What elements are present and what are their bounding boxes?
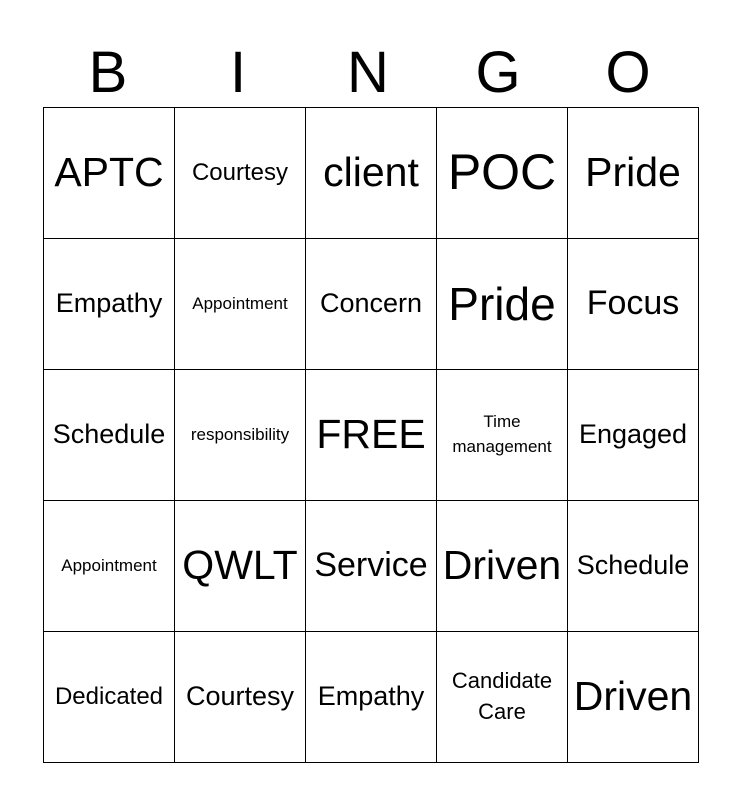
header-letter-b: B [88,40,128,105]
bingo-cell-text: client [323,149,419,196]
bingo-cell-text: Courtesy [191,159,289,187]
bingo-cell[interactable] [437,108,568,239]
bingo-cell-text: Pride [585,149,681,196]
bingo-cell-text: Schedule [576,550,690,581]
bingo-cell[interactable] [175,239,306,370]
bingo-row [44,239,699,370]
bingo-cell-text: Appointment [192,293,288,313]
bingo-cell-text: Pride [448,277,556,330]
bingo-cell[interactable] [568,370,699,501]
bingo-header [43,38,693,108]
bingo-cell-text: FREE [316,411,426,458]
bingo-cell-text: Empathy [55,288,163,319]
bingo-cell[interactable] [306,108,437,239]
bingo-cell[interactable] [44,108,175,239]
bingo-cell[interactable] [44,632,175,763]
bingo-cell[interactable] [306,370,437,501]
bingo-cell-text: POC [447,144,557,201]
bingo-grid [43,107,699,763]
bingo-cell-text: Time management [452,412,552,456]
bingo-cell[interactable] [306,239,437,370]
bingo-cell[interactable] [568,239,699,370]
bingo-cell-text: Concern [319,288,423,319]
header-letter-g: G [475,40,521,105]
bingo-cell[interactable] [175,370,306,501]
bingo-cell-text: Driven [573,673,693,720]
bingo-cell-text: Schedule [52,419,166,450]
bingo-cell[interactable] [437,632,568,763]
bingo-row [44,108,699,239]
bingo-row [44,632,699,763]
bingo-cell[interactable] [437,370,568,501]
bingo-cell[interactable] [568,632,699,763]
bingo-cell[interactable] [44,501,175,632]
bingo-cell-text: Courtesy [185,681,295,712]
bingo-cell-text: Appointment [61,555,157,575]
bingo-cell[interactable] [568,108,699,239]
bingo-cell[interactable] [44,370,175,501]
bingo-cell-text: Driven [442,542,562,589]
header-letter-i: I [229,40,247,105]
bingo-cell[interactable] [437,239,568,370]
header-letter-o: O [605,40,651,105]
bingo-cell-text: Empathy [317,681,425,712]
header-letter-n: N [347,40,389,105]
bingo-cell[interactable] [306,501,437,632]
bingo-cell-text: Focus [586,284,680,323]
bingo-cell[interactable] [437,501,568,632]
bingo-cell[interactable] [44,239,175,370]
bingo-cell-text: Dedicated [54,683,164,711]
bingo-row [44,370,699,501]
bingo-cell-text: Engaged [578,419,688,450]
bingo-cell-text: Service [314,546,428,585]
bingo-cell[interactable] [175,108,306,239]
bingo-cell-text: Candidate Care [451,668,553,724]
bingo-cell-text: QWLT [182,542,298,589]
bingo-cell-text: responsibility [190,424,290,444]
bingo-cell[interactable] [175,501,306,632]
bingo-cell[interactable] [175,632,306,763]
bingo-cell[interactable] [306,632,437,763]
bingo-cell-text: APTC [54,149,164,196]
bingo-row [44,501,699,632]
bingo-cell[interactable] [568,501,699,632]
